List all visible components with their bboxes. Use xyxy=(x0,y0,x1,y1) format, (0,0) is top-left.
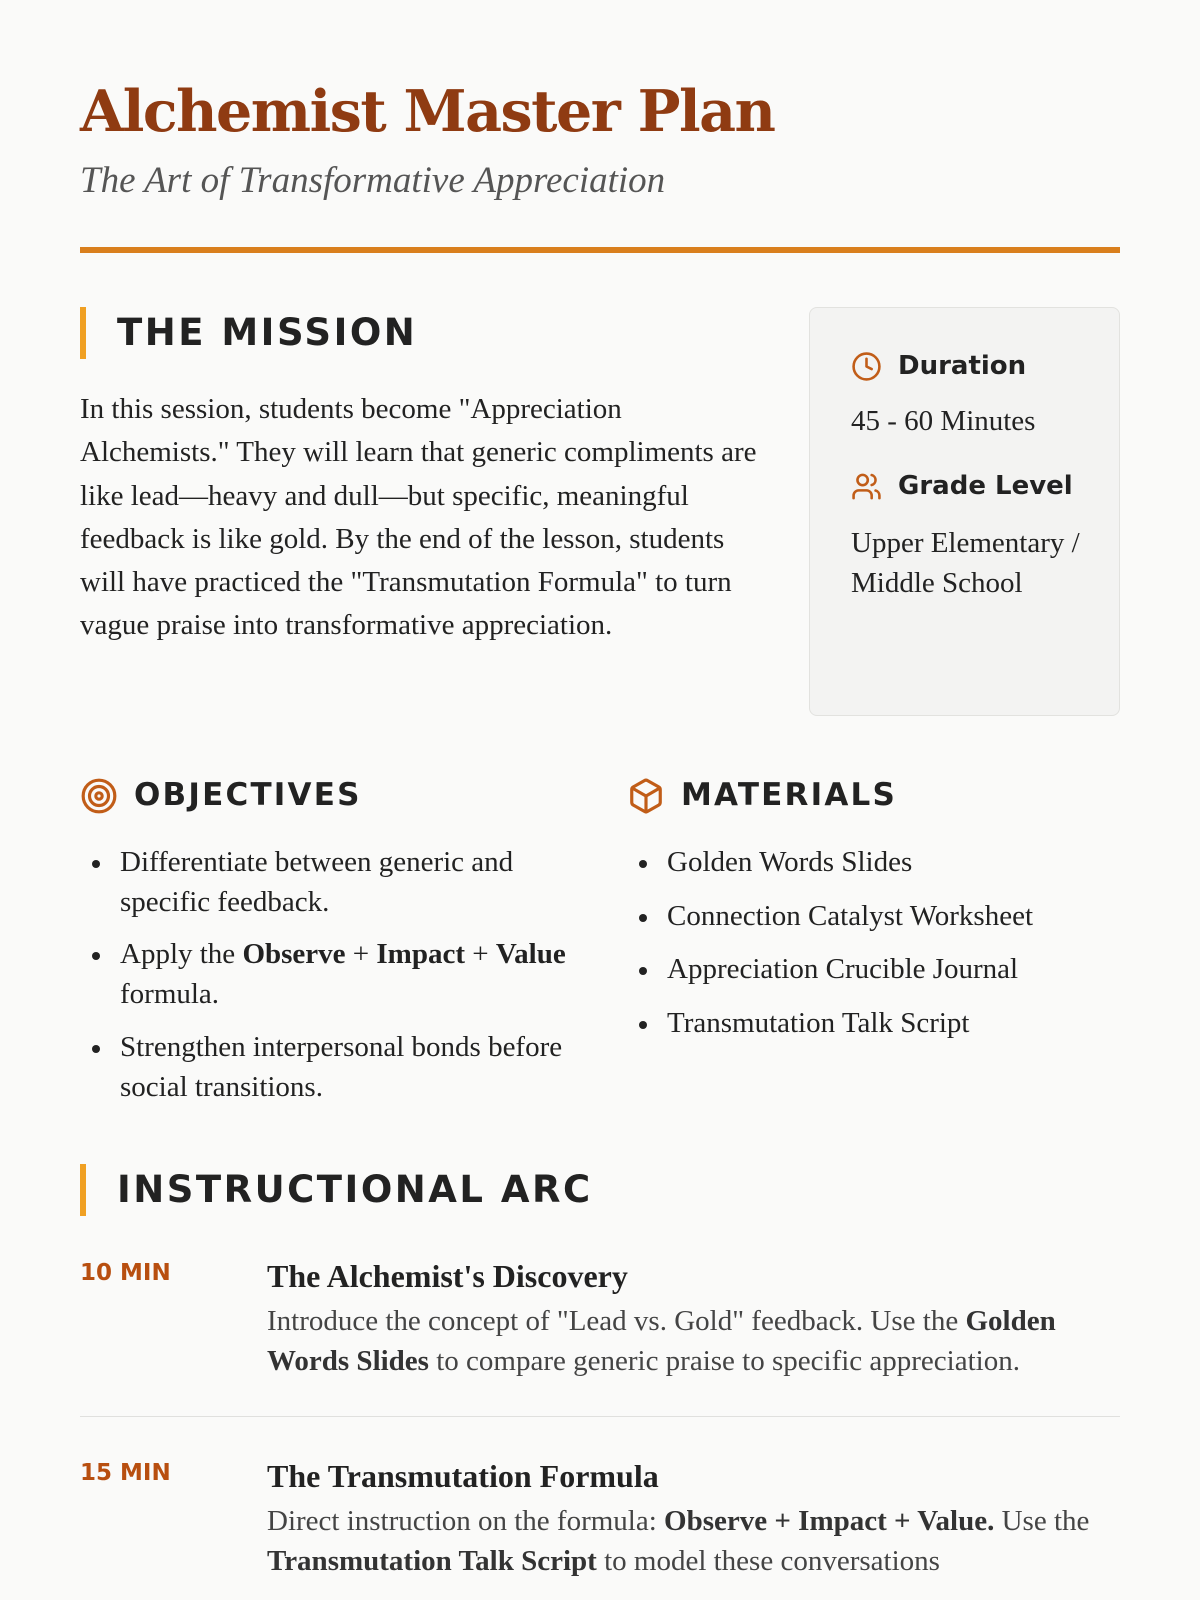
page-title: Alchemist Master Plan xyxy=(80,78,775,145)
material-item: Connection Catalyst Worksheet xyxy=(627,897,1127,937)
arc-step-duration: 15 MIN xyxy=(80,1460,171,1486)
objective-item: Apply the Observe + Impact + Value formula. xyxy=(80,935,610,1014)
materials-heading xyxy=(627,772,897,818)
materials-list xyxy=(627,843,1127,1057)
duration-label-text: Duration xyxy=(898,351,1027,381)
page-subtitle: The Art of Transformative Appreciation xyxy=(80,160,666,201)
arc-step-duration: 10 MIN xyxy=(80,1260,171,1286)
duration-value: 45 - 60 Minutes xyxy=(851,405,1036,437)
arc-step-title: The Transmutation Formula xyxy=(267,1458,659,1494)
mission-heading: THE MISSION xyxy=(80,307,417,359)
grade-level-label-text: Grade Level xyxy=(898,471,1073,501)
arc-step xyxy=(80,1256,1120,1417)
lesson-info-card xyxy=(809,307,1120,716)
objectives-heading xyxy=(80,772,362,818)
users-icon xyxy=(851,471,882,502)
material-item: Appreciation Crucible Journal xyxy=(627,950,1127,990)
duration-label xyxy=(851,349,1026,383)
clock-icon xyxy=(851,351,882,382)
arc-step-title: The Alchemist's Discovery xyxy=(267,1258,628,1294)
mission-text: In this session, students become "Appreciation Alchemists." They will learn that generic compliments are like lead—heavy and dull—but specific, meaningful feedback is like gold. By the end of the lesson, students will have practiced the "Transmutation Formula" to turn vague praise into transformative appreciation. xyxy=(80,393,757,642)
objectives-heading-text: OBJECTIVES xyxy=(134,777,362,813)
title-divider xyxy=(80,247,1120,253)
arc-step xyxy=(80,1456,1120,1600)
instructional-arc-heading: INSTRUCTIONAL ARC xyxy=(80,1164,593,1216)
arc-step-description: Direct instruction on the formula: Observe + Impact + Value. Use the Transmutation Talk Script to model these conversations xyxy=(267,1505,1090,1577)
arc-step-description: Introduce the concept of "Lead vs. Gold" feedback. Use the Golden Words Slides to compare generic praise to specific appreciation. xyxy=(267,1305,1056,1377)
materials-heading-text: MATERIALS xyxy=(681,777,898,813)
objective-item: Differentiate between generic and specific feedback. xyxy=(80,843,610,922)
material-item: Golden Words Slides xyxy=(627,843,1127,883)
material-item: Transmutation Talk Script xyxy=(627,1004,1127,1044)
grade-level-label xyxy=(851,469,1073,503)
target-icon xyxy=(80,777,118,815)
objectives-list xyxy=(80,843,610,1120)
objective-item: Strengthen interpersonal bonds before social transitions. xyxy=(80,1028,610,1107)
box-icon xyxy=(627,777,665,815)
grade-level-value: Upper Elementary / Middle School xyxy=(851,527,1080,599)
